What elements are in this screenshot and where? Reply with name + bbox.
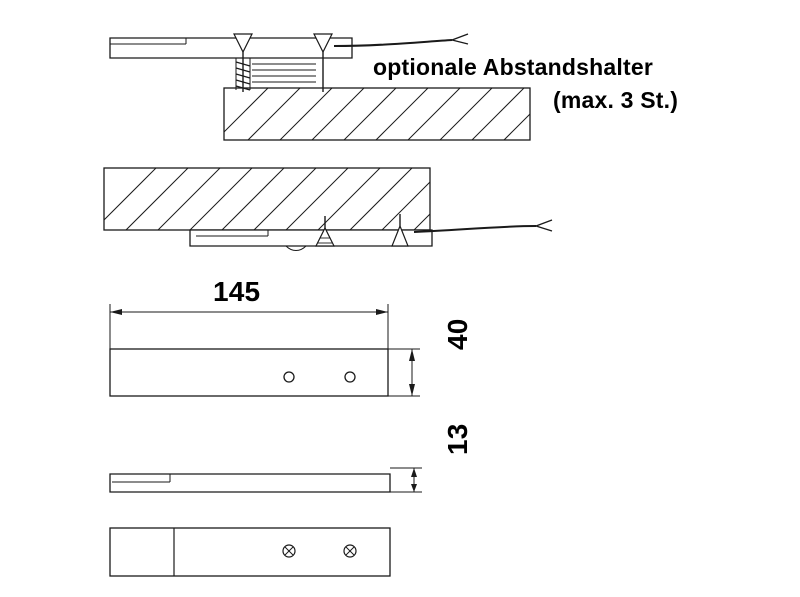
mounting-band-1: [252, 58, 316, 82]
view-plan: [110, 304, 420, 396]
screw-hole-1: [283, 545, 295, 557]
annotation-optional-spacers: optionale Abstandshalter: [373, 54, 653, 80]
annotation-max-quantity: (max. 3 St.): [553, 87, 679, 113]
dimension-label-height: 13: [442, 423, 473, 455]
view-bottom-plan: [110, 528, 390, 576]
hole-2: [345, 372, 355, 382]
dimension-label-width: 40: [442, 318, 473, 350]
luminaire-strip-1: [110, 38, 352, 58]
plate-top-view: [110, 349, 388, 396]
dimension-length: [110, 304, 388, 350]
beam-profile-1: [224, 88, 530, 140]
beam-profile-2: [104, 168, 430, 230]
dimension-width: [388, 349, 420, 396]
cable-1: [334, 34, 468, 46]
view-side: [110, 468, 422, 492]
screw-hole-2: [344, 545, 356, 557]
plate-side-view: [110, 474, 390, 492]
dimension-height: [390, 468, 422, 492]
cable-2: [414, 220, 552, 232]
dimension-label-length: 145: [213, 276, 261, 307]
view-bottom-assembly: [104, 168, 552, 251]
view-top-assembly: [110, 34, 530, 140]
hole-1: [284, 372, 294, 382]
